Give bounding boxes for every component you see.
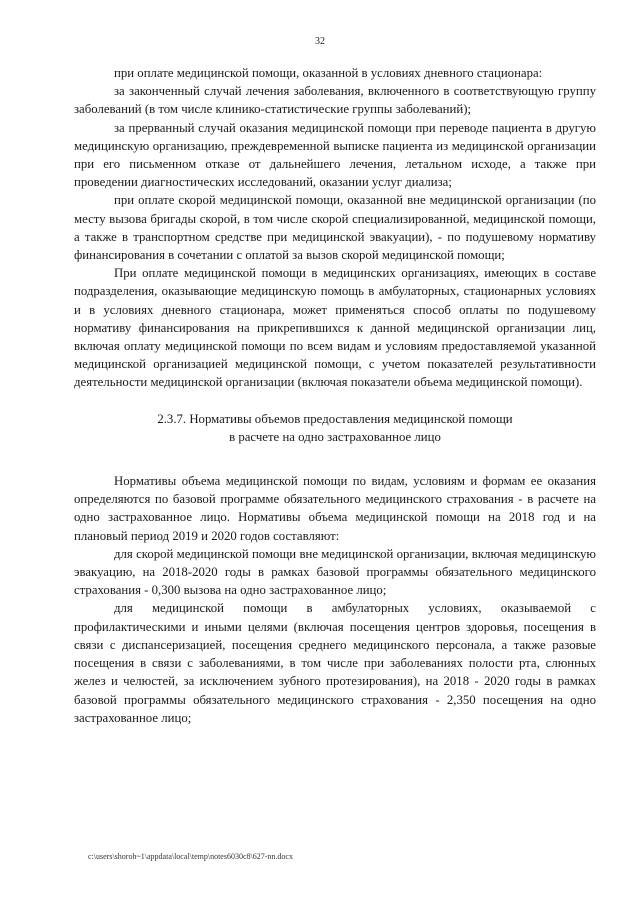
paragraph-interrupted-case: за прерванный случай оказания медицинской помощи при переводе пациента в другую медицинскую организацию, преждевременной выписке пациента из медицинской организации при его письменном отказе от дальнейшего лечения, летальном исходе, а также при проведении диагностических исследований, оказании услуг диализа; (74, 120, 596, 190)
paragraph-completed-case: за законченный случай лечения заболевания, включенного в соответствующую группу заболеваний (в том числе клинико-статистические группы заболеваний); (74, 84, 596, 117)
section-heading-line-2: в расчете на одно застрахованное лицо (229, 429, 441, 444)
paragraph-emergency-standard: для скорой медицинской помощи вне медицинской организации, включая медицинскую эвакуацию, на 2018-2020 годы в рамках базовой программы обязательного медицинского страхования - 0,300 вызова на одно застрахованное лицо; (74, 546, 596, 598)
page-number: 32 (315, 36, 325, 47)
document-body (74, 64, 596, 727)
paragraph-per-capita-payment: При оплате медицинской помощи в медицинских организациях, имеющих в составе подразделения, оказывающие медицинскую помощь в амбулаторных, стационарных условиях и в условиях дневного стационара, может применяться способ оплаты по подушевому нормативу финансирования на прикрепившихся к данной медицинской организации лиц, включая оплату медицинской помощи по всем видам и условиям предоставляемой указанной медицинской организацией медицинской помощи, с учетом показателей результативности деятельности медицинской организации (включая показатели объема медицинской помощи). (74, 266, 596, 390)
section-heading-line-1: 2.3.7. Нормативы объемов предоставления медицинской помощи (157, 411, 513, 426)
section-heading (74, 410, 596, 446)
paragraph-volume-standards: Нормативы объема медицинской помощи по видам, условиям и формам ее оказания определяются по базовой программе обязательного медицинского страхования - в расчете на одно застрахованное лицо. Нормативы объема медицинской помощи на 2018 год и на плановый период 2019 и 2020 годов составляют: (74, 474, 596, 543)
paragraph-day-hospital-payment: при оплате медицинской помощи, оказанной в условиях дневного стационара: (114, 66, 543, 80)
paragraph-emergency-payment: при оплате скорой медицинской помощи, оказанной вне медицинской организации (по месту вызова бригады скорой, в том числе скорой специализированной, медицинской помощи, а также в транспортном средстве при медицинской эвакуации), - по подушевому нормативу финансирования в сочетании с оплатой за вызов скорой медицинской помощи; (74, 193, 596, 263)
footer-file-path: c:\users\shoroh~1\appdata\local\temp\notes6030c8\627-nn.docx (88, 852, 293, 861)
paragraph-outpatient-standard: для медицинской помощи в амбулаторных условиях, оказываемой с профилактическими и иными целями (включая посещения центров здоровья, посещения в связи с диспансеризацией, посещения среднего медицинского персонала, а также разовые посещения в связи с заболеваниями, в том числе при заболеваниях полости рта, слюнных желез и челюстей, за исключением зубного протезирования), на 2018 - 2020 годы в рамках базовой программы обязательного медицинского страхования - 2,350 посещения на одно застрахованное лицо; (74, 601, 596, 725)
